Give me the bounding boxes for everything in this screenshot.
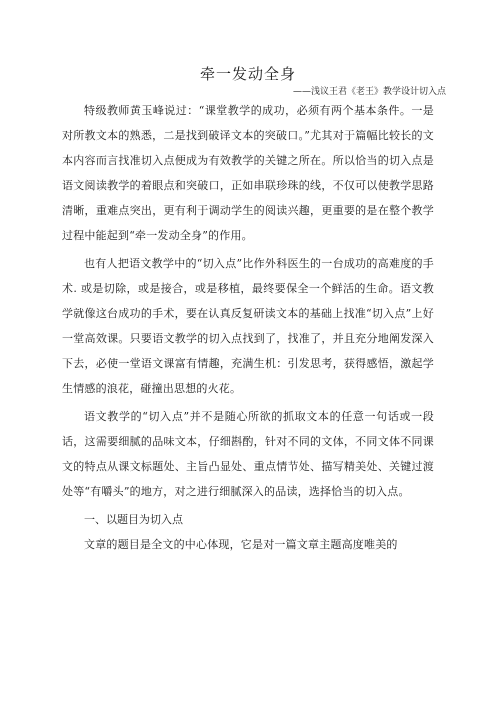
document-title: 牵一发动全身: [199, 65, 296, 83]
body-paragraph: 特级教师黄玉峰说过：“课堂教学的成功，必须有两个基本条件。一是对所教文本的熟悉，二是找到破译文本的突破口。”尤其对于篇幅比较长的文本内容而言找准切入点便成为有效教学的关键之所在。所以恰当的切入点是语文阅读教学的着眼点和突破口，正如串联珍珠的线，不仅可以使教学思路清晰，重难点突出，更有利于调动学生的阅读兴趣，更重要的是在整个教学过程中能起到“牵一发动全身”的作用。: [62, 104, 434, 242]
document-page: [62, 64, 446, 557]
body-paragraph: 也有人把语文教学中的“切入点”比作外科医生的一台成功的高难度的手术. 或是切除，或是接合，或是移植，最终要保全一个鲜活的生命。语文教学就像这台成功的手术，要在认真反复研读文本的基础上找准“切入点”上好一堂高效课。只要语文教学的切入点找到了，找准了，并且充分地阐发深入下去，必使一堂语文课富有情趣，充满生机：引发思考，获得感悟，激起学生情感的浪花，碰撞出思想的火花。: [62, 257, 434, 395]
document-subtitle: ——浅议王君《老王》教学设计切入点: [292, 87, 446, 97]
section-paragraph: 文章的题目是全文的中心体现，它是对一篇文章主题高度唯美的: [84, 538, 398, 551]
section-heading: 一、以题目为切入点: [84, 513, 183, 526]
body-paragraph: 语文教学的“切入点”并不是随心所欲的抓取文本的任意一句话或一段话，这需要细腻的品味文本，仔细斟酌，针对不同的文体，不同文体不同课文的特点从课文标题处、主旨凸显处、重点情节处、描写精美处、关键过渡处等“有嚼头”的地方，对之进行细腻深入的品读，选择恰当的切入点。: [62, 410, 434, 498]
